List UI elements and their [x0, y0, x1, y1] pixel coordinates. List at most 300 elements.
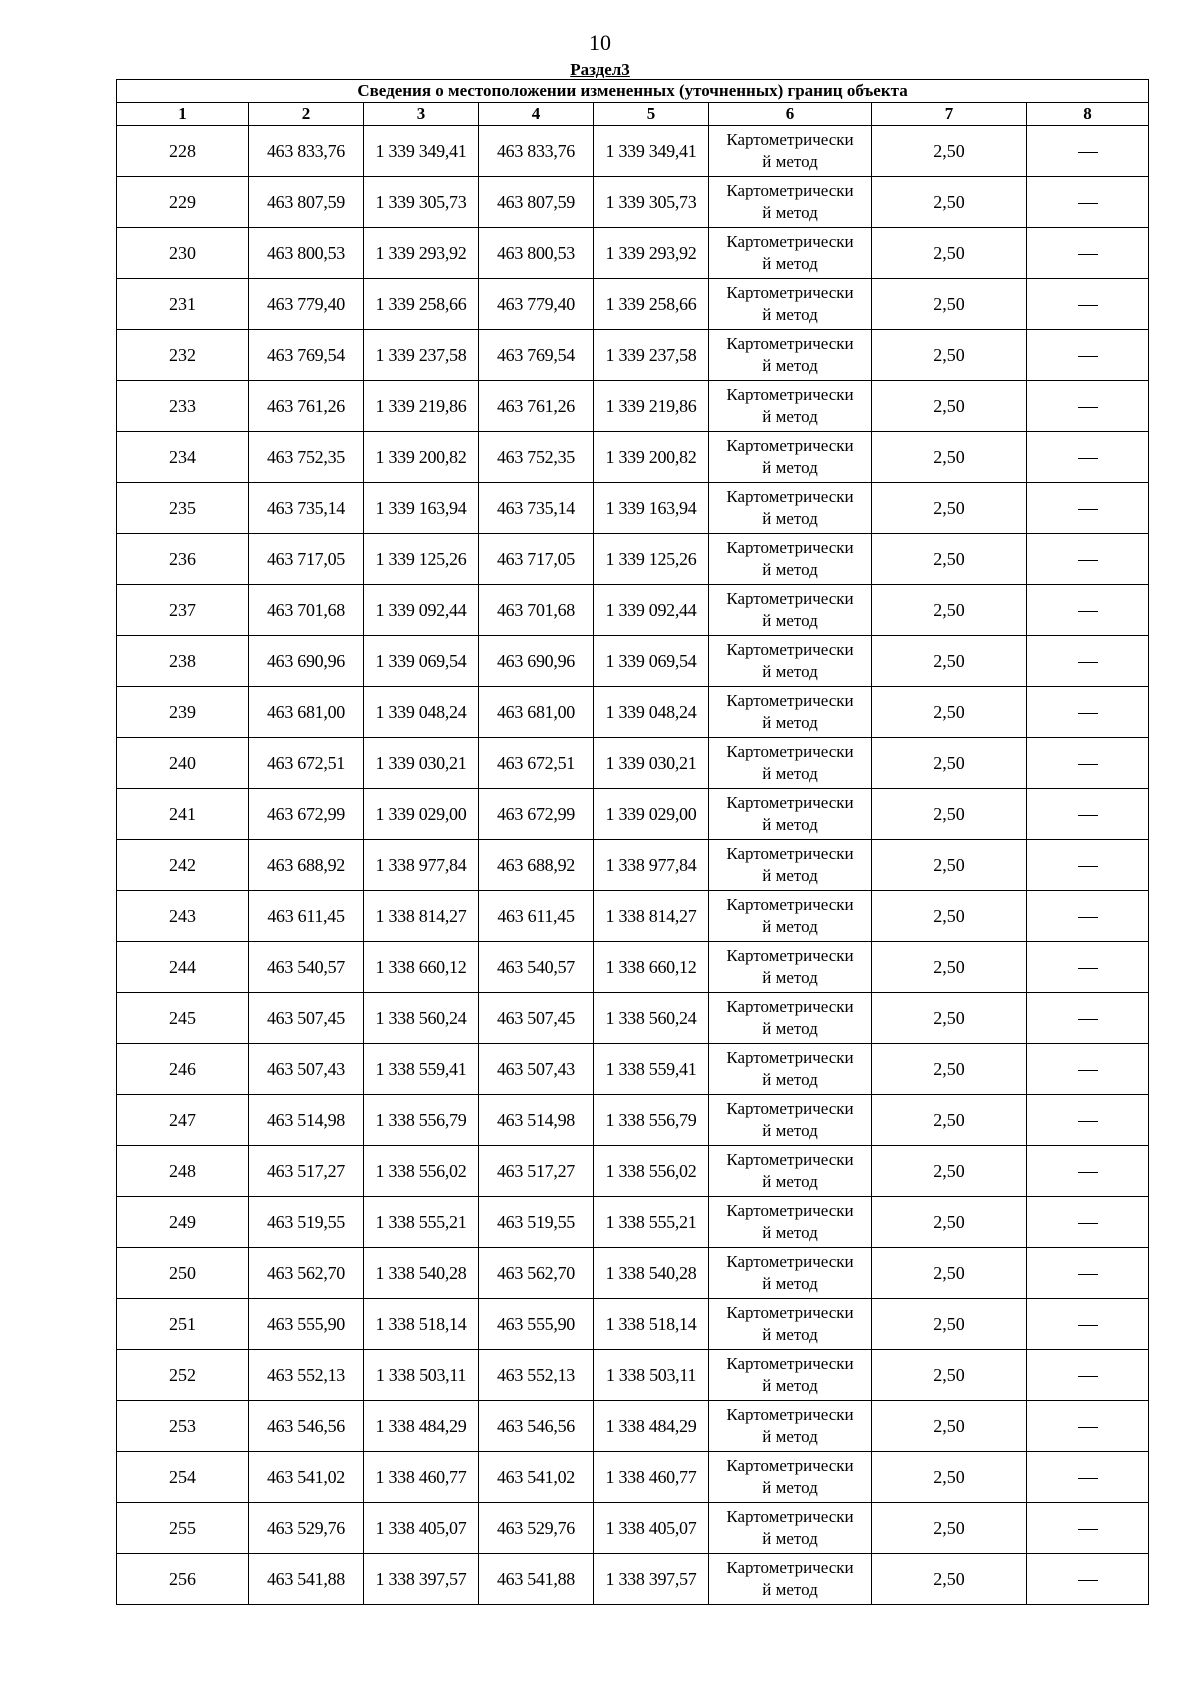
table-row [117, 1197, 1149, 1248]
y-new-cell: 1 339 048,24 [594, 687, 709, 738]
dash-mark [1078, 611, 1098, 613]
y-new-cell: 1 338 397,57 [594, 1554, 709, 1605]
method-cell [709, 381, 872, 432]
note-cell [1027, 228, 1149, 279]
y-new-cell: 1 338 540,28 [594, 1248, 709, 1299]
method-line-1: Картометрически [726, 1405, 854, 1424]
method-cell [709, 330, 872, 381]
method-cell [709, 1401, 872, 1452]
method-line-1: Картометрически [726, 1150, 854, 1169]
accuracy-cell: 2,50 [872, 432, 1027, 483]
method-line-2: й метод [762, 1325, 818, 1344]
x-new-cell: 463 514,98 [479, 1095, 594, 1146]
accuracy-cell: 2,50 [872, 330, 1027, 381]
point-number-cell: 244 [117, 942, 249, 993]
x-old-cell: 463 681,00 [249, 687, 364, 738]
method-line-1: Картометрически [726, 436, 854, 455]
note-cell [1027, 1503, 1149, 1554]
y-old-cell: 1 338 977,84 [364, 840, 479, 891]
note-cell [1027, 381, 1149, 432]
y-new-cell: 1 338 556,79 [594, 1095, 709, 1146]
note-cell [1027, 279, 1149, 330]
method-line-2: й метод [762, 1121, 818, 1140]
table-row [117, 228, 1149, 279]
point-number-cell: 246 [117, 1044, 249, 1095]
method-line-2: й метод [762, 1070, 818, 1089]
point-number-cell: 247 [117, 1095, 249, 1146]
x-new-cell: 463 701,68 [479, 585, 594, 636]
point-number-cell: 231 [117, 279, 249, 330]
method-cell [709, 1095, 872, 1146]
dash-mark [1078, 713, 1098, 715]
y-old-cell: 1 338 405,07 [364, 1503, 479, 1554]
x-old-cell: 463 807,59 [249, 177, 364, 228]
note-cell [1027, 432, 1149, 483]
dash-mark [1078, 1172, 1098, 1174]
method-cell [709, 126, 872, 177]
x-new-cell: 463 507,45 [479, 993, 594, 1044]
accuracy-cell: 2,50 [872, 687, 1027, 738]
note-cell [1027, 330, 1149, 381]
accuracy-cell: 2,50 [872, 1401, 1027, 1452]
x-new-cell: 463 690,96 [479, 636, 594, 687]
method-line-2: й метод [762, 1274, 818, 1293]
method-line-2: й метод [762, 1529, 818, 1548]
accuracy-cell: 2,50 [872, 1350, 1027, 1401]
y-new-cell: 1 338 503,11 [594, 1350, 709, 1401]
dash-mark [1078, 662, 1098, 664]
point-number-cell: 228 [117, 126, 249, 177]
x-old-cell: 463 507,43 [249, 1044, 364, 1095]
point-number-cell: 238 [117, 636, 249, 687]
y-old-cell: 1 339 048,24 [364, 687, 479, 738]
accuracy-cell: 2,50 [872, 228, 1027, 279]
method-line-2: й метод [762, 1376, 818, 1395]
method-line-2: й метод [762, 305, 818, 324]
point-number-cell: 248 [117, 1146, 249, 1197]
dash-mark [1078, 1529, 1098, 1531]
method-line-1: Картометрически [726, 1507, 854, 1526]
accuracy-cell: 2,50 [872, 381, 1027, 432]
y-new-cell: 1 339 305,73 [594, 177, 709, 228]
y-new-cell: 1 338 560,24 [594, 993, 709, 1044]
x-old-cell: 463 507,45 [249, 993, 364, 1044]
y-old-cell: 1 338 556,02 [364, 1146, 479, 1197]
dash-mark [1078, 764, 1098, 766]
method-cell [709, 483, 872, 534]
dash-mark [1078, 1376, 1098, 1378]
x-old-cell: 463 833,76 [249, 126, 364, 177]
accuracy-cell: 2,50 [872, 1248, 1027, 1299]
y-old-cell: 1 339 030,21 [364, 738, 479, 789]
x-old-cell: 463 735,14 [249, 483, 364, 534]
method-line-2: й метод [762, 1172, 818, 1191]
note-cell [1027, 177, 1149, 228]
method-cell [709, 585, 872, 636]
accuracy-cell: 2,50 [872, 585, 1027, 636]
note-cell [1027, 993, 1149, 1044]
method-line-1: Картометрически [726, 1354, 854, 1373]
point-number-cell: 239 [117, 687, 249, 738]
method-line-1: Картометрически [726, 691, 854, 710]
column-number: 8 [1027, 103, 1149, 126]
point-number-cell: 253 [117, 1401, 249, 1452]
method-cell [709, 891, 872, 942]
y-new-cell: 1 339 237,58 [594, 330, 709, 381]
accuracy-cell: 2,50 [872, 942, 1027, 993]
method-line-1: Картометрически [726, 1099, 854, 1118]
column-number: 6 [709, 103, 872, 126]
method-line-2: й метод [762, 458, 818, 477]
table-row [117, 432, 1149, 483]
method-cell [709, 789, 872, 840]
x-new-cell: 463 752,35 [479, 432, 594, 483]
y-new-cell: 1 339 349,41 [594, 126, 709, 177]
table-row [117, 993, 1149, 1044]
accuracy-cell: 2,50 [872, 891, 1027, 942]
table-row [117, 891, 1149, 942]
column-number: 5 [594, 103, 709, 126]
note-cell [1027, 1044, 1149, 1095]
point-number-cell: 232 [117, 330, 249, 381]
x-new-cell: 463 546,56 [479, 1401, 594, 1452]
y-new-cell: 1 338 660,12 [594, 942, 709, 993]
table-row [117, 1146, 1149, 1197]
note-cell [1027, 126, 1149, 177]
point-number-cell: 249 [117, 1197, 249, 1248]
x-new-cell: 463 779,40 [479, 279, 594, 330]
method-cell [709, 432, 872, 483]
y-old-cell: 1 338 556,79 [364, 1095, 479, 1146]
method-cell [709, 687, 872, 738]
y-old-cell: 1 339 092,44 [364, 585, 479, 636]
y-new-cell: 1 339 293,92 [594, 228, 709, 279]
method-cell [709, 1503, 872, 1554]
point-number-cell: 250 [117, 1248, 249, 1299]
column-number: 7 [872, 103, 1027, 126]
method-line-2: й метод [762, 611, 818, 630]
note-cell [1027, 1401, 1149, 1452]
method-cell [709, 738, 872, 789]
method-cell [709, 1248, 872, 1299]
point-number-cell: 233 [117, 381, 249, 432]
dash-mark [1078, 1325, 1098, 1327]
note-cell [1027, 636, 1149, 687]
x-old-cell: 463 529,76 [249, 1503, 364, 1554]
accuracy-cell: 2,50 [872, 738, 1027, 789]
point-number-cell: 237 [117, 585, 249, 636]
method-line-2: й метод [762, 509, 818, 528]
accuracy-cell: 2,50 [872, 177, 1027, 228]
accuracy-cell: 2,50 [872, 1044, 1027, 1095]
accuracy-cell: 2,50 [872, 1197, 1027, 1248]
point-number-cell: 242 [117, 840, 249, 891]
note-cell [1027, 942, 1149, 993]
method-line-2: й метод [762, 815, 818, 834]
y-new-cell: 1 339 092,44 [594, 585, 709, 636]
table-row [117, 1248, 1149, 1299]
x-old-cell: 463 540,57 [249, 942, 364, 993]
y-new-cell: 1 339 029,00 [594, 789, 709, 840]
point-number-cell: 256 [117, 1554, 249, 1605]
dash-mark [1078, 917, 1098, 919]
note-cell [1027, 1095, 1149, 1146]
method-line-1: Картометрически [726, 1456, 854, 1475]
dash-mark [1078, 152, 1098, 154]
x-old-cell: 463 546,56 [249, 1401, 364, 1452]
note-cell [1027, 483, 1149, 534]
column-number: 3 [364, 103, 479, 126]
table-row [117, 687, 1149, 738]
method-line-1: Картометрически [726, 283, 854, 302]
method-cell [709, 534, 872, 585]
x-old-cell: 463 717,05 [249, 534, 364, 585]
accuracy-cell: 2,50 [872, 840, 1027, 891]
method-line-1: Картометрически [726, 385, 854, 404]
method-line-2: й метод [762, 662, 818, 681]
note-cell [1027, 1248, 1149, 1299]
section-title: Раздел3 [570, 60, 630, 79]
x-old-cell: 463 552,13 [249, 1350, 364, 1401]
x-new-cell: 463 833,76 [479, 126, 594, 177]
x-old-cell: 463 562,70 [249, 1248, 364, 1299]
point-number-cell: 241 [117, 789, 249, 840]
y-old-cell: 1 339 163,94 [364, 483, 479, 534]
method-line-2: й метод [762, 203, 818, 222]
point-number-cell: 251 [117, 1299, 249, 1350]
x-new-cell: 463 529,76 [479, 1503, 594, 1554]
y-new-cell: 1 339 163,94 [594, 483, 709, 534]
x-new-cell: 463 735,14 [479, 483, 594, 534]
x-old-cell: 463 688,92 [249, 840, 364, 891]
note-cell [1027, 1146, 1149, 1197]
x-old-cell: 463 701,68 [249, 585, 364, 636]
x-new-cell: 463 800,53 [479, 228, 594, 279]
method-line-2: й метод [762, 917, 818, 936]
x-old-cell: 463 519,55 [249, 1197, 364, 1248]
method-line-1: Картометрически [726, 334, 854, 353]
method-line-1: Картометрически [726, 538, 854, 557]
boundary-coordinates-table [116, 79, 1149, 1605]
note-cell [1027, 738, 1149, 789]
y-new-cell: 1 338 460,77 [594, 1452, 709, 1503]
y-old-cell: 1 338 484,29 [364, 1401, 479, 1452]
dash-mark [1078, 1427, 1098, 1429]
y-old-cell: 1 338 460,77 [364, 1452, 479, 1503]
note-cell [1027, 1350, 1149, 1401]
table-row [117, 279, 1149, 330]
method-cell [709, 228, 872, 279]
accuracy-cell: 2,50 [872, 1146, 1027, 1197]
note-cell [1027, 687, 1149, 738]
y-new-cell: 1 339 200,82 [594, 432, 709, 483]
method-line-2: й метод [762, 968, 818, 987]
y-old-cell: 1 339 029,00 [364, 789, 479, 840]
table-row [117, 942, 1149, 993]
method-line-1: Картометрически [726, 946, 854, 965]
table-row [117, 1044, 1149, 1095]
x-old-cell: 463 672,51 [249, 738, 364, 789]
table-row [117, 177, 1149, 228]
column-number: 4 [479, 103, 594, 126]
dash-mark [1078, 866, 1098, 868]
y-new-cell: 1 339 030,21 [594, 738, 709, 789]
x-new-cell: 463 807,59 [479, 177, 594, 228]
method-cell [709, 636, 872, 687]
method-line-1: Картометрически [726, 1252, 854, 1271]
point-number-cell: 254 [117, 1452, 249, 1503]
point-number-cell: 229 [117, 177, 249, 228]
y-new-cell: 1 339 258,66 [594, 279, 709, 330]
point-number-cell: 236 [117, 534, 249, 585]
method-cell [709, 1554, 872, 1605]
table-row [117, 1401, 1149, 1452]
dash-mark [1078, 203, 1098, 205]
accuracy-cell: 2,50 [872, 1452, 1027, 1503]
y-old-cell: 1 338 503,11 [364, 1350, 479, 1401]
method-cell [709, 1197, 872, 1248]
x-old-cell: 463 690,96 [249, 636, 364, 687]
dash-mark [1078, 1019, 1098, 1021]
y-old-cell: 1 338 814,27 [364, 891, 479, 942]
x-old-cell: 463 514,98 [249, 1095, 364, 1146]
dash-mark [1078, 407, 1098, 409]
x-old-cell: 463 611,45 [249, 891, 364, 942]
y-old-cell: 1 339 305,73 [364, 177, 479, 228]
y-old-cell: 1 338 660,12 [364, 942, 479, 993]
table-row [117, 534, 1149, 585]
x-new-cell: 463 541,02 [479, 1452, 594, 1503]
column-number: 1 [117, 103, 249, 126]
dash-mark [1078, 509, 1098, 511]
accuracy-cell: 2,50 [872, 126, 1027, 177]
method-line-2: й метод [762, 866, 818, 885]
note-cell [1027, 1452, 1149, 1503]
point-number-cell: 252 [117, 1350, 249, 1401]
method-line-1: Картометрически [726, 487, 854, 506]
x-new-cell: 463 555,90 [479, 1299, 594, 1350]
y-new-cell: 1 338 814,27 [594, 891, 709, 942]
x-new-cell: 463 681,00 [479, 687, 594, 738]
accuracy-cell: 2,50 [872, 483, 1027, 534]
method-cell [709, 177, 872, 228]
dash-mark [1078, 815, 1098, 817]
method-line-1: Картометрически [726, 640, 854, 659]
point-number-cell: 245 [117, 993, 249, 1044]
column-number-row [117, 103, 1149, 126]
method-line-2: й метод [762, 356, 818, 375]
table-row [117, 126, 1149, 177]
x-new-cell: 463 611,45 [479, 891, 594, 942]
point-number-cell: 234 [117, 432, 249, 483]
y-old-cell: 1 338 540,28 [364, 1248, 479, 1299]
x-old-cell: 463 769,54 [249, 330, 364, 381]
note-cell [1027, 840, 1149, 891]
method-line-2: й метод [762, 764, 818, 783]
method-line-1: Картометрически [726, 793, 854, 812]
x-new-cell: 463 541,88 [479, 1554, 594, 1605]
x-new-cell: 463 507,43 [479, 1044, 594, 1095]
method-cell [709, 1146, 872, 1197]
note-cell [1027, 1197, 1149, 1248]
y-old-cell: 1 338 397,57 [364, 1554, 479, 1605]
table-row [117, 381, 1149, 432]
point-number-cell: 240 [117, 738, 249, 789]
method-line-1: Картометрически [726, 997, 854, 1016]
note-cell [1027, 1299, 1149, 1350]
table-row [117, 1350, 1149, 1401]
table-row [117, 330, 1149, 381]
table-row [117, 789, 1149, 840]
table-row [117, 1503, 1149, 1554]
dash-mark [1078, 356, 1098, 358]
note-cell [1027, 1554, 1149, 1605]
dash-mark [1078, 458, 1098, 460]
x-new-cell: 463 672,99 [479, 789, 594, 840]
y-old-cell: 1 339 237,58 [364, 330, 479, 381]
x-new-cell: 463 761,26 [479, 381, 594, 432]
method-line-1: Картометрически [726, 1303, 854, 1322]
x-old-cell: 463 517,27 [249, 1146, 364, 1197]
y-new-cell: 1 339 219,86 [594, 381, 709, 432]
method-line-2: й метод [762, 1580, 818, 1599]
x-old-cell: 463 752,35 [249, 432, 364, 483]
method-line-1: Картометрически [726, 130, 854, 149]
method-cell [709, 1044, 872, 1095]
accuracy-cell: 2,50 [872, 789, 1027, 840]
x-new-cell: 463 688,92 [479, 840, 594, 891]
accuracy-cell: 2,50 [872, 993, 1027, 1044]
method-line-2: й метод [762, 407, 818, 426]
y-new-cell: 1 338 405,07 [594, 1503, 709, 1554]
method-line-1: Картометрически [726, 742, 854, 761]
y-new-cell: 1 338 559,41 [594, 1044, 709, 1095]
method-line-1: Картометрически [726, 232, 854, 251]
point-number-cell: 243 [117, 891, 249, 942]
dash-mark [1078, 560, 1098, 562]
x-old-cell: 463 779,40 [249, 279, 364, 330]
x-old-cell: 463 541,02 [249, 1452, 364, 1503]
x-old-cell: 463 800,53 [249, 228, 364, 279]
method-line-1: Картометрически [726, 589, 854, 608]
x-old-cell: 463 555,90 [249, 1299, 364, 1350]
method-line-1: Картометрически [726, 844, 854, 863]
method-line-2: й метод [762, 1223, 818, 1242]
x-new-cell: 463 517,27 [479, 1146, 594, 1197]
dash-mark [1078, 1223, 1098, 1225]
accuracy-cell: 2,50 [872, 1095, 1027, 1146]
method-line-1: Картометрически [726, 181, 854, 200]
page-number: 10 [589, 30, 611, 55]
dash-mark [1078, 1580, 1098, 1582]
method-line-2: й метод [762, 713, 818, 732]
method-cell [709, 279, 872, 330]
method-line-1: Картометрически [726, 1558, 854, 1577]
method-cell [709, 840, 872, 891]
y-old-cell: 1 339 200,82 [364, 432, 479, 483]
method-line-2: й метод [762, 1427, 818, 1446]
accuracy-cell: 2,50 [872, 534, 1027, 585]
x-new-cell: 463 672,51 [479, 738, 594, 789]
y-old-cell: 1 338 518,14 [364, 1299, 479, 1350]
y-old-cell: 1 339 125,26 [364, 534, 479, 585]
x-old-cell: 463 672,99 [249, 789, 364, 840]
x-old-cell: 463 761,26 [249, 381, 364, 432]
y-new-cell: 1 339 125,26 [594, 534, 709, 585]
y-new-cell: 1 339 069,54 [594, 636, 709, 687]
table-row [117, 1554, 1149, 1605]
point-number-cell: 230 [117, 228, 249, 279]
